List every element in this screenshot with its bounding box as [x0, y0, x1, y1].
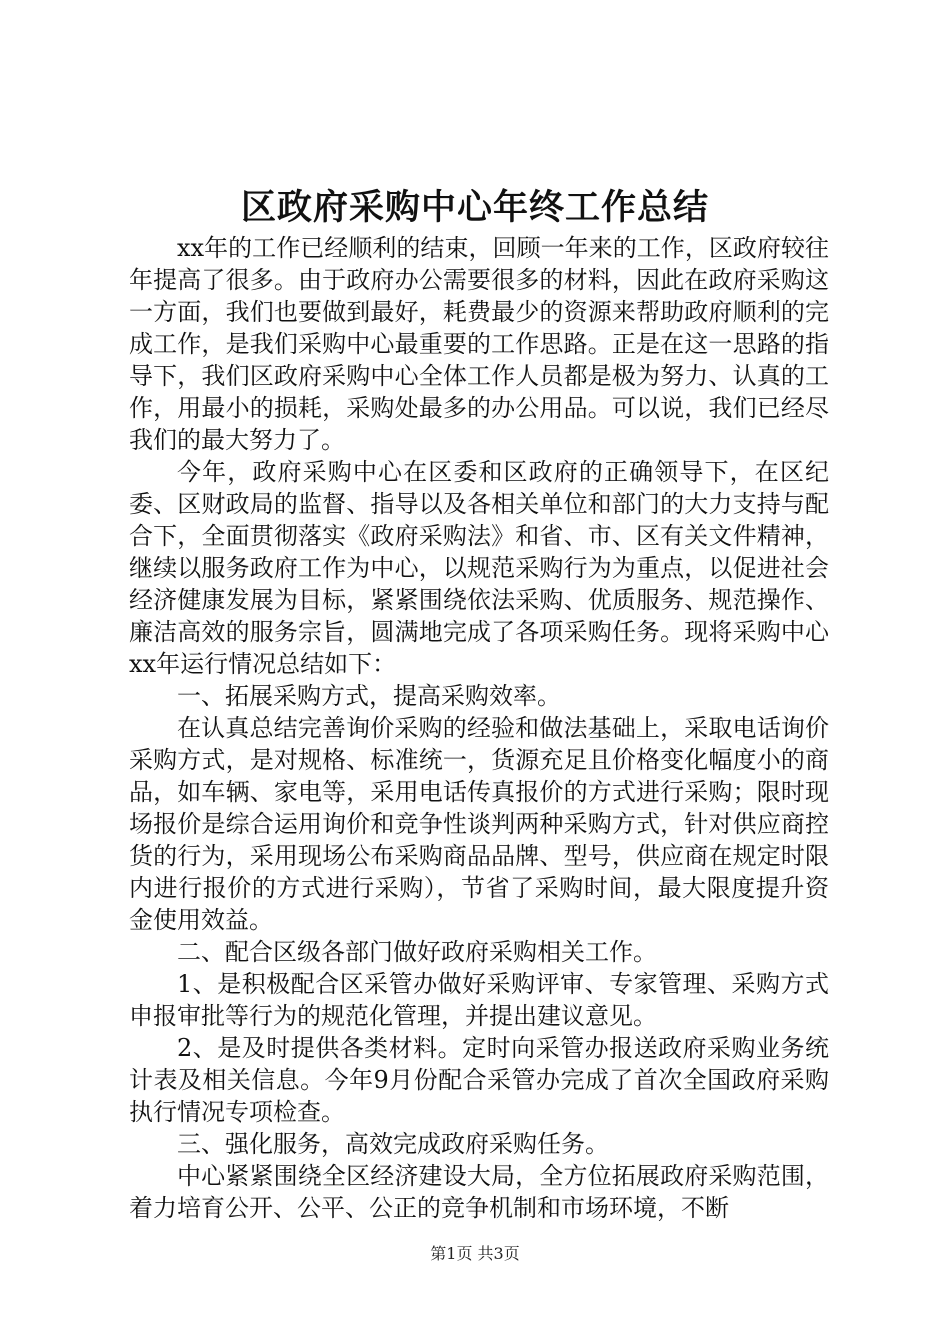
section-heading-3: 三、强化服务，高效完成政府采购任务。 — [177, 1130, 609, 1158]
paragraph-section-3: 中心紧紧围绕全区经济建设大局，全方位拓展政府采购范围，着力培育公开、公平、公正的竞争机制和市场环境，不断 — [129, 1162, 829, 1222]
page-number-footer: 第1页 共3页 — [430, 1244, 520, 1263]
paragraph-item-1: 1、是积极配合区采管办做好采购评审、专家管理、采购方式申报审批等行为的规范化管理，并提出建议意见。 — [129, 970, 829, 1030]
paragraph-item-2: 2、是及时提供各类材料。定时向采管办报送政府采购业务统计表及相关信息。今年9月份配合采管办完成了首次全国政府采购执行情况专项检查。 — [129, 1034, 829, 1126]
paragraph-section-1: 在认真总结完善询价采购的经验和做法基础上，采取电话询价采购方式，是对规格、标准统一，货源充足且价格变化幅度小的商品，如车辆、家电等，采用电话传真报价的方式进行采购；限时现场报价是综合运用询价和竞争性谈判两种采购方式，针对供应商控货的行为，采用现场公布采购商品品牌、型号，供应商在规定时限内进行报价的方式进行采购），节省了采购时间，最大限度提升资金使用效益。 — [129, 714, 829, 934]
document-title: 区政府采购中心年终工作总结 — [240, 187, 709, 228]
section-heading-1: 一、拓展采购方式，提高采购效率。 — [177, 682, 561, 710]
document-body — [129, 232, 829, 1224]
paragraph-intro: xx年的工作已经顺利的结束，回顾一年来的工作，区政府较往年提高了很多。由于政府办公需要很多的材料，因此在政府采购这一方面，我们也要做到最好，耗费最少的资源来帮助政府顺利的完成工作，是我们采购中心最重要的工作思路。正是在这一思路的指导下，我们区政府采购中心全体工作人员都是极为努力、认真的工作，用最小的损耗，采购处最多的办公用品。可以说，我们已经尽我们的最大努力了。 — [129, 234, 829, 454]
paragraph-overview: 今年，政府采购中心在区委和区政府的正确领导下，在区纪委、区财政局的监督、指导以及各相关单位和部门的大力支持与配合下，全面贯彻落实《政府采购法》和省、市、区有关文件精神，继续以服务政府工作为中心，以规范采购行为为重点，以促进社会经济健康发展为目标，紧紧围绕依法采购、优质服务、规范操作、廉洁高效的服务宗旨，圆满地完成了各项采购任务。现将采购中心xx年运行情况总结如下： — [129, 458, 829, 678]
section-heading-2: 二、配合区级各部门做好政府采购相关工作。 — [177, 938, 657, 966]
